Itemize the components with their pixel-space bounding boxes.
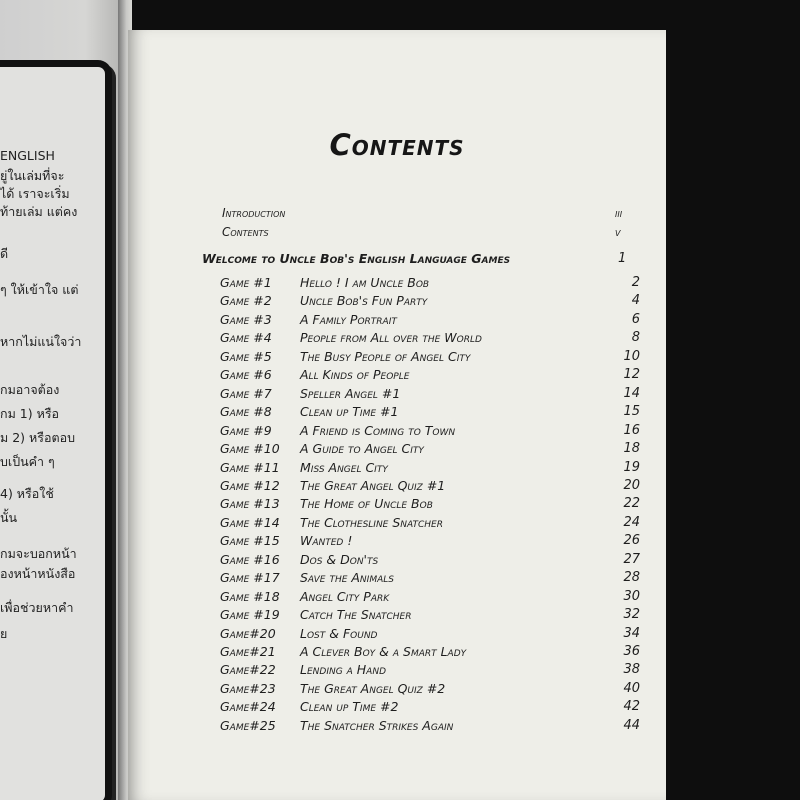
game-title: A Clever Boy & a Smart Lady — [300, 644, 467, 659]
left-page-line: ENGLISH — [0, 148, 55, 163]
section-heading: Welcome to Uncle Bob's English Language Games — [202, 251, 511, 266]
game-page-number: 12 — [623, 367, 640, 383]
game-page-number: 16 — [623, 422, 640, 438]
game-label: Game #7 — [220, 385, 272, 401]
game-label: Game#22 — [220, 662, 276, 678]
game-page-number: 40 — [623, 680, 640, 696]
game-label: Game #17 — [220, 570, 280, 586]
game-title: The Great Angel Quiz #2 — [300, 680, 446, 696]
page-title: Contents — [329, 128, 465, 162]
left-page-line: 4) หรือใช้ — [0, 486, 54, 501]
game-title: All Kinds of People — [300, 367, 410, 383]
game-title: Speller Angel #1 — [300, 385, 401, 401]
game-title: Dos & Don'ts — [300, 551, 379, 567]
game-title: People from All over the World — [300, 330, 482, 346]
left-page-line: นั้น — [0, 510, 18, 525]
game-page-number: 4 — [631, 293, 640, 309]
left-page-line: กม 1) หรือ — [0, 406, 60, 421]
game-page-number: 28 — [623, 570, 640, 586]
game-title: Angel City Park — [300, 588, 390, 604]
left-page-line: ๆ ให้เข้าใจ แต่ — [0, 282, 79, 297]
game-page-number: 26 — [623, 533, 640, 549]
front-matter-page-number: v — [615, 225, 621, 239]
game-title: The Great Angel Quiz #1 — [300, 477, 446, 493]
game-page-number: 27 — [623, 551, 640, 567]
game-title: Save the Animals — [300, 570, 394, 586]
game-label: Game #8 — [220, 404, 272, 420]
game-title: Clean up Time #1 — [300, 404, 399, 420]
game-page-number: 34 — [623, 625, 640, 641]
game-page-number: 19 — [623, 459, 640, 475]
game-label: Game#25 — [220, 717, 276, 733]
game-page-number: 38 — [623, 662, 640, 678]
game-title: The Snatcher Strikes Again — [300, 717, 454, 733]
left-page-line: หากไม่แน่ใจว่า — [0, 334, 82, 349]
game-page-number: 10 — [623, 348, 640, 364]
game-title: Lending a Hand — [300, 662, 386, 678]
game-label: Game #18 — [220, 588, 280, 604]
left-page — [0, 0, 122, 800]
game-label: Game #5 — [220, 348, 272, 364]
left-page-line: บเป็นคำ ๆ — [0, 454, 55, 469]
game-page-number: 22 — [623, 496, 640, 512]
game-label: Game#23 — [220, 680, 276, 696]
game-title: Hello ! I am Uncle Bob — [300, 275, 430, 290]
game-title: Uncle Bob's Fun Party — [300, 293, 428, 309]
game-page-number: 44 — [623, 717, 640, 733]
game-page-number: 20 — [623, 477, 640, 493]
game-title: Wanted ! — [300, 533, 353, 549]
left-page-line: องหน้าหนังสือ — [0, 566, 76, 581]
game-label: Game #10 — [220, 441, 280, 457]
game-label: Game #13 — [220, 496, 280, 512]
game-label: Game #1 — [220, 275, 272, 290]
left-page-line: ท้ายเล่ม แต่คง — [0, 204, 78, 219]
contents-page — [128, 30, 666, 800]
game-label: Game #11 — [220, 459, 280, 475]
game-title: Miss Angel City — [300, 459, 388, 475]
game-page-number: 2 — [631, 275, 640, 290]
game-label: Game #4 — [220, 330, 272, 346]
game-page-number: 18 — [623, 441, 640, 457]
game-page-number: 32 — [623, 607, 640, 623]
game-label: Game#21 — [220, 644, 276, 659]
game-title: Lost & Found — [300, 625, 378, 641]
game-page-number: 42 — [623, 699, 640, 715]
section-page-number: 1 — [618, 251, 627, 266]
left-page-line: เพื่อช่วยหาคำ — [0, 600, 74, 615]
game-label: Game #12 — [220, 477, 280, 493]
front-matter-label: Contents — [222, 225, 269, 239]
front-matter-label: Introduction — [222, 206, 286, 220]
game-page-number: 14 — [623, 385, 640, 401]
game-page-number: 8 — [631, 330, 640, 346]
game-page-number: 15 — [623, 404, 640, 420]
left-page-line: กมจะบอกหน้า — [0, 546, 77, 561]
game-title: Catch The Snatcher — [300, 607, 412, 623]
game-title: A Friend is Coming to Town — [300, 422, 456, 438]
game-label: Game #2 — [220, 293, 272, 309]
game-label: Game #19 — [220, 607, 280, 623]
left-page-line: ยู่ในเล่มที่จะ — [0, 168, 65, 183]
game-label: Game #16 — [220, 551, 280, 567]
left-page-line: กมอาจต้อง — [0, 382, 60, 397]
game-title: A Guide to Angel City — [300, 441, 424, 457]
game-label: Game#20 — [220, 625, 276, 641]
left-page-line: ม 2) หรือตอบ — [0, 430, 76, 445]
game-label: Game #6 — [220, 367, 272, 383]
left-page-line: ดี — [0, 246, 9, 261]
game-page-number: 36 — [623, 644, 640, 659]
game-title: The Clothesline Snatcher — [300, 514, 443, 530]
game-label: Game #14 — [220, 514, 280, 530]
front-matter-page-number: iii — [615, 206, 623, 220]
game-label: Game #15 — [220, 533, 280, 549]
game-label: Game #9 — [220, 422, 272, 438]
left-page-line: ได้ เราจะเริ่ม — [0, 186, 70, 201]
game-page-number: 6 — [631, 311, 640, 327]
left-page-line: ย — [0, 626, 8, 641]
game-title: The Busy People of Angel City — [300, 348, 471, 364]
game-page-number: 24 — [623, 514, 640, 530]
game-label: Game#24 — [220, 699, 276, 715]
game-label: Game #3 — [220, 311, 272, 327]
game-page-number: 30 — [623, 588, 640, 604]
game-title: The Home of Uncle Bob — [300, 496, 433, 512]
game-title: Clean up Time #2 — [300, 699, 399, 715]
game-title: A Family Portrait — [300, 311, 397, 327]
